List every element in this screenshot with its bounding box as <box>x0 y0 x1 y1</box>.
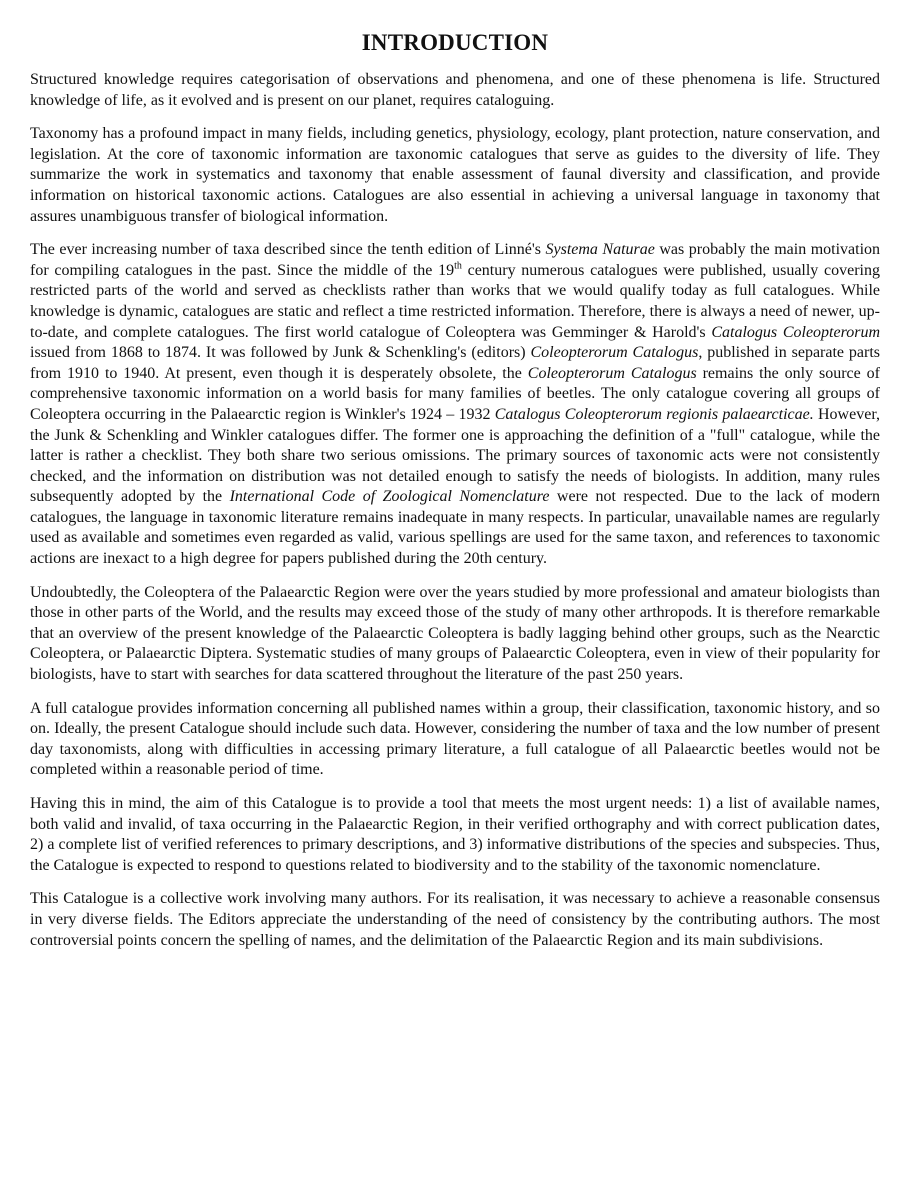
paragraph-7: This Catalogue is a collective work involving many authors. For its realisation, it was necessary to achieve a reasonable consensus in very diverse fields. The Editors appreciate the understanding of the need of consistency by the contributing authors. The most controversial points concern the spelling of names, and the delimitation of the Palaearctic Region and its main subdivisions. <box>30 890 880 949</box>
paragraph-1: Structured knowledge requires categorisation of observations and phenomena, and one of these phenomena is life. Structured knowledge of life, as it evolved and is present on our planet, requires cataloguing. <box>30 71 880 109</box>
paragraph-4: Undoubtedly, the Coleoptera of the Palaearctic Region were over the years studied by more professional and amateur biologists than those in other parts of the World, and the results may exceed those of the study of many other arthropods. It is therefore remarkable that an overview of the present knowledge of the Palaearctic Coleoptera is badly lagging behind other groups, such as the Nearctic Coleoptera, or Palaearctic Diptera. Systematic studies of many groups of Palaearctic Coleoptera, even in view of their popularity for biologists, have to start with searches for data scattered throughout the literature of the past 250 years. <box>30 583 880 684</box>
paragraph-3-text-4: issued from 1868 to 1874. It was followed by Junk & Schenkling's (editors) <box>30 344 531 362</box>
title-catalogus-coleopterorum: Catalogus Coleopterorum <box>711 323 880 341</box>
paragraph-3-text-7: However, the Junk & Schenkling and Winkler catalogues differ. The former one is approaching the definition of a "full" catalogue, while the latter is rather a checklist. They both share two serious omissions. The primary sources of taxonomic acts were not consistently checked, and the information on distribution was not detailed enough to satisfy the needs of biologists. In addition, many rules subsequently adopted by the <box>30 405 880 506</box>
title-systema-naturae: Systema Naturae <box>545 241 655 259</box>
title-coleopterorum-catalogus-2: Coleopterorum Catalogus <box>527 364 697 382</box>
paragraph-3 <box>30 240 880 570</box>
page-title: INTRODUCTION <box>361 30 549 55</box>
title-catalogus-palaearcticae: Catalogus Coleopterorum regionis palaearcticae. <box>494 405 814 423</box>
title-coleopterorum-catalogus: Coleopterorum Catalogus <box>530 344 699 362</box>
title-iczn: International Code of Zoological Nomenclature <box>229 488 550 506</box>
paragraph-6: Having this in mind, the aim of this Catalogue is to provide a tool that meets the most urgent needs: 1) a list of available names, both valid and invalid, of taxa occurring in the Palaearctic Region, in their verified orthography and with correct publication dates, 2) a complete list of verified references to primary descriptions, and 3) informative distributions of the species and subspecies. Thus, the Catalogue is expected to respond to questions related to biodiversity and to the stability of the taxonomic nomenclature. <box>30 795 880 874</box>
paragraph-3-text-3: century numerous catalogues were published, usually covering restricted parts of the world and served as checklists rather than works that we would qualify today as full catalogues. While knowledge is dynamic, catalogues are static and reflect a time restricted information. Therefore, there is always a need of newer, up-to-date, and complete catalogues. The first world catalogue of Coleoptera was Gemminger & Harold's <box>30 261 880 341</box>
paragraph-3-text-1: The ever increasing number of taxa described since the tenth edition of Linné's <box>30 241 546 259</box>
paragraph-3-text-2: was probably the main motivation for compiling catalogues in the past. Since the middle of the 19 <box>30 241 881 279</box>
paragraph-3-text-6: remains the only source of comprehensive taxonomic information on a world basis for many families of beetles. The only catalogue covering all groups of Coleoptera occurring in the Palaearctic region is Winkler's 1924 – 1932 <box>30 364 881 423</box>
paragraph-2: Taxonomy has a profound impact in many fields, including genetics, physiology, ecology, plant protection, nature conservation, and legislation. At the core of taxonomic information are taxonomic catalogues that serve as guides to the diversity of life. They summarize the work in systematics and taxonomy that enable assessment of faunal diversity and classification, and provide information on historical taxonomic actions. Catalogues are also essential in achieving a universal language in taxonomy that assures unambiguous transfer of biological information. <box>30 125 880 225</box>
superscript-th: th <box>454 260 462 272</box>
paragraph-5: A full catalogue provides information concerning all published names within a group, their classification, taxonomic history, and so on. Ideally, the present Catalogue should include such data. However, considering the number of taxa and the low number of present day taxonomists, along with difficulties in accessing primary literature, a full catalogue of all Palaearctic beetles would not be completed within a reasonable period of time. <box>30 699 880 779</box>
paragraph-3-text-5: , published in separate parts from 1910 to 1940. At present, even though it is desperately obsolete, the <box>30 344 881 382</box>
paragraph-3-text-8: were not respected. Due to the lack of modern catalogues, the language in taxonomic literature remains inadequate in many respects. In particular, unavailable names are regularly used as available and sometimes even regarded as valid, various spellings are used for the same taxon, and references to taxonomic actions are inexact to a high degree for papers published during the 20th century. <box>30 488 881 568</box>
